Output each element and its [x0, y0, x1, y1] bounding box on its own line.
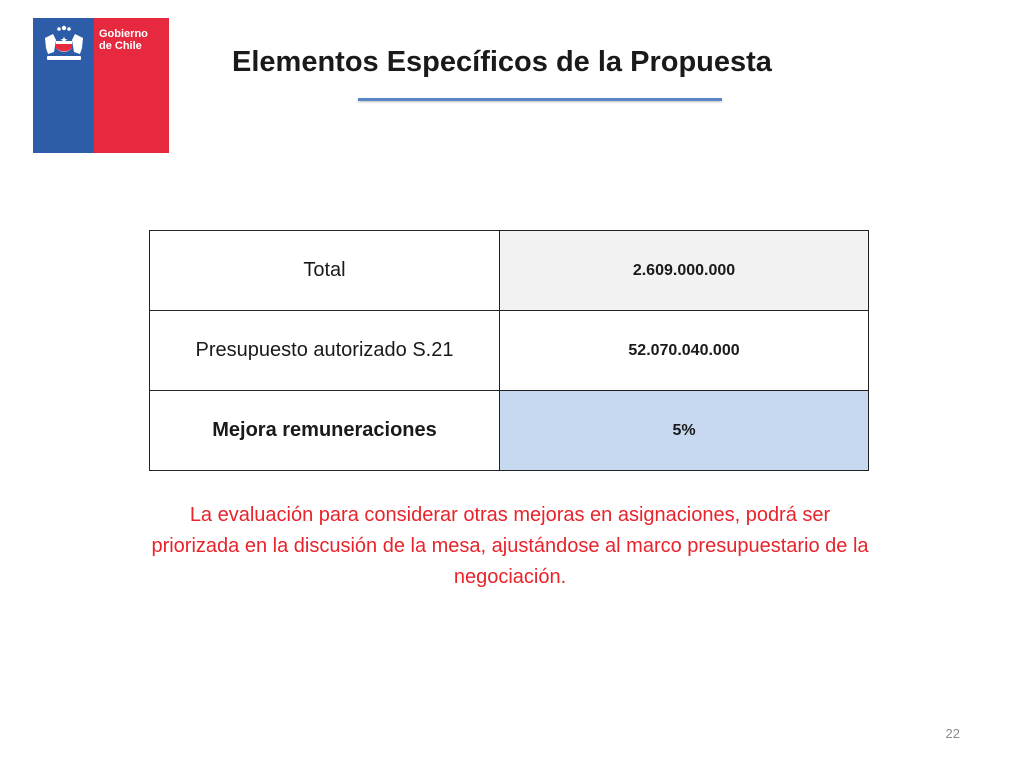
coat-of-arms-icon: [39, 24, 89, 62]
gobierno-de-chile-logo: [33, 18, 169, 153]
logo-text-line1: Gobierno: [99, 28, 148, 40]
table-row-total: [150, 231, 869, 311]
table-cell-label: Total: [150, 231, 500, 311]
logo-blue-band: [33, 18, 94, 153]
proposal-table: [149, 230, 869, 471]
logo-text-line2: de Chile: [99, 40, 142, 52]
table-cell-value: 2.609.000.000: [500, 231, 869, 311]
title-underline: [358, 98, 722, 101]
table-row-presupuesto: [150, 311, 869, 391]
table-cell-label: Mejora remuneraciones: [150, 391, 500, 471]
page-number: 22: [945, 726, 960, 741]
table-cell-label: Presupuesto autorizado S.21: [150, 311, 500, 391]
table-row-mejora: [150, 391, 869, 471]
logo-text: [99, 28, 148, 52]
evaluation-note: La evaluación para considerar otras mejoras en asignaciones, podrá ser priorizada en la discusión de la mesa, ajustándose al marco presupuestario de la negociación.: [151, 504, 869, 588]
table-cell-value: 5%: [500, 391, 869, 471]
table-cell-value: 52.070.040.000: [500, 311, 869, 391]
slide-title: Elementos Específicos de la Propuesta: [232, 46, 772, 78]
